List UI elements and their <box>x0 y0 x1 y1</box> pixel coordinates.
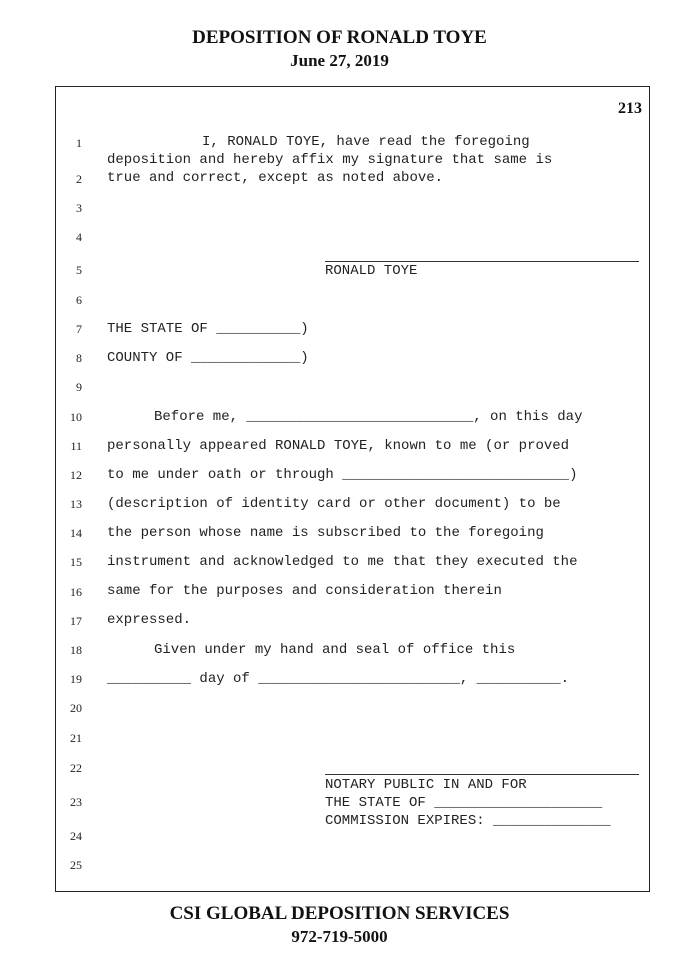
jurat-text: same for the purposes and consideration therein <box>107 583 502 599</box>
attestation-text: I, RONALD TOYE, have read the foregoing <box>202 134 530 150</box>
state-of-field: THE STATE OF __________) <box>107 321 309 337</box>
jurat-text: the person whose name is subscribed to the foregoing <box>107 525 544 541</box>
line-number: 5 <box>76 263 82 277</box>
jurat-text: Before me, ___________________________, on this day <box>154 409 583 425</box>
line-number: 12 <box>70 468 82 482</box>
jurat-text: to me under oath or through ___________________________) <box>107 467 578 483</box>
line-number: 4 <box>76 230 82 244</box>
line-number: 21 <box>70 731 82 745</box>
line-number: 19 <box>70 672 82 686</box>
transcript-page-frame <box>55 86 650 892</box>
line-number: 14 <box>70 526 82 540</box>
attestation-text: deposition and hereby affix my signature that same is <box>107 152 553 168</box>
line-number: 1 <box>76 136 82 150</box>
line-number: 6 <box>76 293 82 307</box>
footer-phone: 972-719-5000 <box>291 927 388 946</box>
line-number: 7 <box>76 322 82 336</box>
page-number: 213 <box>618 100 642 117</box>
line-number: 3 <box>76 201 82 215</box>
jurat-text: expressed. <box>107 612 192 628</box>
notary-signature-line <box>325 774 639 775</box>
line-number: 16 <box>70 585 82 599</box>
jurat-text: Given under my hand and seal of office this <box>154 642 516 658</box>
line-number: 23 <box>70 795 82 809</box>
notary-caption: COMMISSION EXPIRES: ______________ <box>325 813 611 829</box>
line-number: 18 <box>70 643 82 657</box>
line-number: 15 <box>70 555 82 569</box>
document-date: June 27, 2019 <box>290 51 389 70</box>
county-of-field: COUNTY OF _____________) <box>107 350 309 366</box>
line-number: 17 <box>70 614 82 628</box>
line-number: 22 <box>70 761 82 775</box>
line-number: 10 <box>70 410 82 424</box>
line-number: 11 <box>70 439 82 453</box>
line-number: 24 <box>70 829 82 843</box>
line-number: 13 <box>70 497 82 511</box>
jurat-text: instrument and acknowledged to me that they executed the <box>107 554 578 570</box>
jurat-text: (description of identity card or other document) to be <box>107 496 561 512</box>
line-number: 9 <box>76 380 82 394</box>
line-number: 2 <box>76 172 82 186</box>
jurat-date-line: __________ day of ________________________, __________. <box>107 671 570 687</box>
notary-caption: NOTARY PUBLIC IN AND FOR <box>325 777 527 793</box>
line-number: 20 <box>70 701 82 715</box>
footer-company: CSI GLOBAL DEPOSITION SERVICES <box>169 903 510 924</box>
notary-caption: THE STATE OF ____________________ <box>325 795 603 811</box>
deponent-name: RONALD TOYE <box>325 263 418 279</box>
line-number: 8 <box>76 351 82 365</box>
jurat-text: personally appeared RONALD TOYE, known to me (or proved <box>107 438 570 454</box>
attestation-text: true and correct, except as noted above. <box>107 170 444 186</box>
document-title: DEPOSITION OF RONALD TOYE <box>192 27 487 48</box>
line-number: 25 <box>70 858 82 872</box>
